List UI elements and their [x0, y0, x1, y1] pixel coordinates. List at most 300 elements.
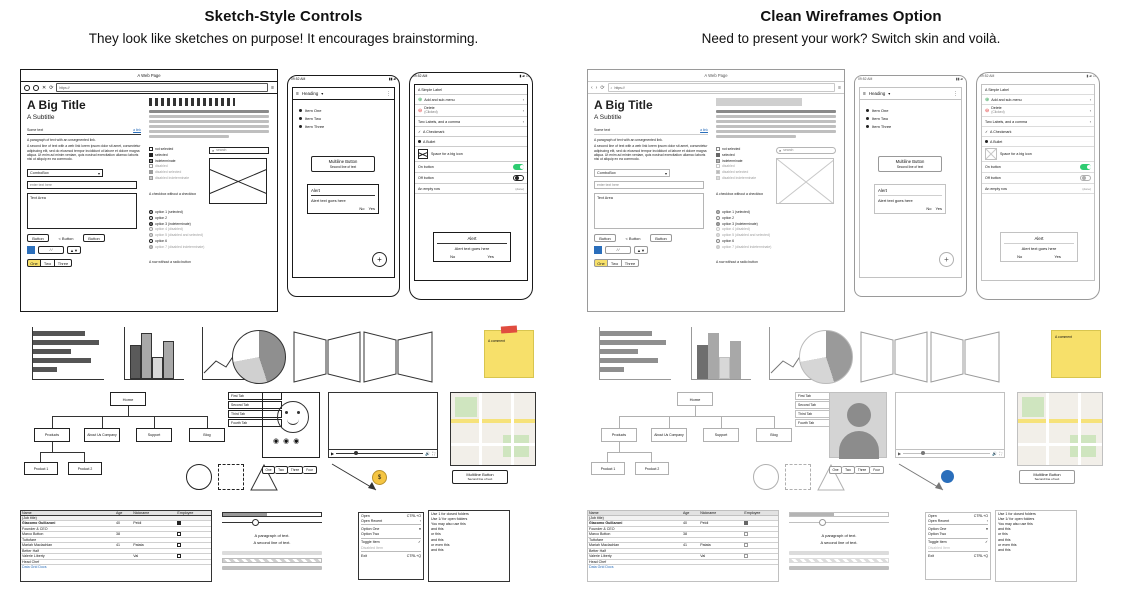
- tree-menu-item[interactable]: and this: [998, 527, 1011, 532]
- radio-label: option 1 (selected): [155, 210, 183, 214]
- alert-dialog[interactable]: [433, 232, 511, 262]
- tree-menu-item[interactable]: and this: [998, 537, 1011, 542]
- back-icon[interactable]: ◉: [273, 438, 280, 445]
- checkbox-none-label: A checkbox without a checkbox: [149, 191, 197, 196]
- row-age: [115, 554, 132, 559]
- date-field[interactable]: / /: [605, 246, 631, 254]
- chevron-right-icon: ›: [1089, 97, 1091, 102]
- employee-checkbox[interactable]: [177, 554, 181, 558]
- employee-checkbox[interactable]: [177, 532, 181, 536]
- phone-settings-mockup-clean[interactable]: [976, 72, 1100, 300]
- radio-label: option 3 (indeterminate): [155, 221, 191, 226]
- settings-row: [982, 162, 1094, 173]
- multiline-button-line1: Multiline Button: [1033, 471, 1061, 477]
- text-input[interactable]: enter text here: [27, 181, 137, 189]
- tree-node-product-1[interactable]: Product 1: [24, 462, 58, 475]
- menu-item[interactable]: Item Three: [305, 124, 325, 129]
- alert-yes-button[interactable]: Yes: [1054, 254, 1061, 259]
- alert-yes-button[interactable]: Yes: [368, 206, 375, 211]
- tree-node-support[interactable]: Support: [703, 428, 739, 442]
- radio-mixed-icon[interactable]: [149, 222, 153, 226]
- menu-icon[interactable]: ≡: [838, 84, 841, 91]
- radio-list[interactable]: [149, 210, 213, 268]
- circle-shape: [753, 464, 779, 490]
- volume-icon[interactable]: 🔊: [425, 451, 431, 456]
- checkbox-disabled-on-icon: [149, 170, 153, 174]
- menu-item[interactable]: Item Two: [305, 116, 322, 121]
- chevron-right-icon: ›: [522, 108, 524, 113]
- phone-menu-list[interactable]: [293, 100, 394, 137]
- paragraph-lead: A paragraph of text with an unsegmented link.: [594, 138, 663, 142]
- menu-item-option-two[interactable]: Option Two: [928, 532, 947, 537]
- status-icons: ▮▮ ▰: [955, 77, 963, 81]
- chevron-down-icon: ▾: [97, 170, 100, 176]
- multiline-button-line2: Second line of text: [1034, 476, 1060, 481]
- search-input[interactable]: [776, 147, 836, 154]
- alert-dialog[interactable]: [307, 184, 379, 214]
- row-nick: Patata: [133, 543, 144, 547]
- hamburger-icon[interactable]: ≡: [296, 90, 299, 97]
- menu-item-disabled: Disabled Item: [928, 545, 950, 550]
- tree-node-product-2[interactable]: Product 2: [635, 462, 669, 475]
- menu-item-open[interactable]: Open CTRL+O: [928, 513, 988, 518]
- forward-icon[interactable]: ◉: [293, 438, 300, 445]
- alert-dialog[interactable]: [874, 184, 946, 214]
- row-label: On button: [985, 165, 1001, 169]
- employee-checkbox[interactable]: [177, 543, 181, 547]
- tab-second[interactable]: Second Tab: [228, 401, 282, 409]
- address-bar[interactable]: [608, 83, 836, 92]
- table-footer-link[interactable]: Data Grid Docs: [22, 565, 47, 569]
- alert-body: Alert text goes here: [878, 198, 913, 203]
- toggle-on[interactable]: [1080, 164, 1091, 170]
- tree-menu-clean[interactable]: [995, 510, 1077, 582]
- button-3[interactable]: Button: [83, 234, 105, 242]
- segment-two[interactable]: Two: [608, 259, 622, 267]
- misc-controls[interactable]: [222, 512, 322, 578]
- image-placeholder: [776, 158, 834, 204]
- address-bar[interactable]: https://: [56, 83, 268, 92]
- alert-no-button[interactable]: No: [926, 206, 932, 211]
- phone-menu-list[interactable]: [860, 100, 961, 137]
- checkbox-mixed-icon[interactable]: [149, 159, 153, 163]
- tab-two[interactable]: Two: [842, 466, 855, 474]
- phone-screen[interactable]: [981, 84, 1095, 281]
- slider[interactable]: [222, 522, 322, 523]
- some-text: Some text: [27, 128, 44, 132]
- settings-list[interactable]: [982, 85, 1094, 194]
- overflow-icon[interactable]: ⋮: [386, 90, 391, 97]
- avatar-face-icon: [277, 401, 309, 433]
- tab-second[interactable]: Second Tab: [795, 401, 849, 409]
- combobox-value: ComboBox: [30, 171, 49, 176]
- browser-toolbar[interactable]: [21, 82, 277, 94]
- tab-one[interactable]: One: [262, 466, 275, 474]
- radio-off-icon[interactable]: [149, 216, 153, 220]
- stepper[interactable]: ▲▼: [634, 246, 648, 254]
- employee-checkbox[interactable]: [177, 521, 181, 525]
- menu-item-exit[interactable]: Exit CTRL+Q: [928, 553, 988, 558]
- overflow-icon[interactable]: ⋮: [953, 90, 958, 97]
- radio-list[interactable]: [716, 210, 780, 268]
- checkbox-off-icon[interactable]: [716, 147, 720, 151]
- alert-no-button[interactable]: No: [359, 206, 365, 211]
- employee-checkbox[interactable]: [744, 532, 748, 536]
- forward-icon[interactable]: ›: [595, 84, 598, 91]
- row-age: 40: [115, 521, 120, 525]
- column-age[interactable]: Age: [115, 511, 123, 515]
- status-icons: ▮▮ ▰: [388, 77, 396, 81]
- bullet-icon: [299, 117, 302, 120]
- button-1[interactable]: Button: [27, 234, 49, 242]
- tab-four[interactable]: Four: [303, 466, 317, 474]
- tab-third[interactable]: Third Tab: [228, 410, 282, 418]
- tab-three[interactable]: Three: [855, 466, 870, 474]
- progress-bar: [222, 512, 322, 517]
- tree-node-blog[interactable]: Blog: [756, 428, 792, 442]
- employee-checkbox[interactable]: [744, 554, 748, 558]
- context-menu-clean[interactable]: [925, 512, 991, 580]
- column-name[interactable]: Name: [22, 511, 32, 515]
- data-table[interactable]: [20, 510, 212, 582]
- tree-menu-item[interactable]: Use 1/ for open folders: [998, 516, 1035, 521]
- floating-action-button[interactable]: +: [372, 252, 387, 267]
- tab-four[interactable]: Four: [870, 466, 884, 474]
- employee-checkbox[interactable]: [744, 543, 748, 547]
- tree-menu-item[interactable]: You may also use this: [431, 521, 466, 526]
- checkbox-none-label: A checkbox without a checkbox: [716, 191, 764, 196]
- column-employee[interactable]: Employee: [744, 511, 761, 515]
- menu-item-toggle[interactable]: Toggle Item ✓: [361, 540, 421, 545]
- row-name: Mariah Maclachlan: [22, 543, 53, 547]
- radio-label: option 7 (disabled indeterminate): [722, 244, 772, 249]
- tree-menu[interactable]: [428, 510, 510, 582]
- video-controls[interactable]: [896, 449, 1004, 457]
- menu-item-open[interactable]: Open CTRL+O: [361, 513, 421, 518]
- alert-no-button[interactable]: No: [1017, 254, 1023, 259]
- page-right-col: [149, 98, 273, 268]
- phone-settings-mockup[interactable]: [409, 72, 533, 300]
- check-icon: ✓: [418, 129, 422, 134]
- row-label: Add and sub-menu: [424, 97, 455, 102]
- radio-disabled-mixed-icon: [149, 245, 153, 249]
- tree-node-about[interactable]: About Us Company: [651, 428, 687, 442]
- tree-node-blog[interactable]: Blog: [189, 428, 225, 442]
- date-field[interactable]: / /: [38, 246, 64, 254]
- search-input[interactable]: [209, 147, 269, 154]
- tree-node-products[interactable]: Products: [34, 428, 70, 442]
- alert-dialog[interactable]: [1000, 232, 1078, 262]
- combobox[interactable]: [27, 169, 103, 177]
- row-nick: [132, 532, 176, 537]
- subheader-label: (Job title): [22, 516, 37, 520]
- page-title: A Big Title: [594, 98, 653, 112]
- segment-one[interactable]: One: [594, 259, 608, 267]
- checkbox-on-icon[interactable]: [716, 153, 720, 157]
- segment-two[interactable]: Two: [41, 259, 55, 267]
- radio-label: option 5 (disabled and selected): [155, 233, 204, 237]
- row-label: A Checkmark: [990, 129, 1012, 134]
- employee-checkbox[interactable]: [744, 521, 748, 525]
- multiline-button-line2: Second line of text: [467, 476, 493, 481]
- tab-first[interactable]: First Tab: [228, 392, 282, 400]
- striped-bar: [222, 558, 322, 563]
- tab-first[interactable]: First Tab: [795, 392, 849, 400]
- tree-node-support[interactable]: Support: [136, 428, 172, 442]
- menu-item-option-two[interactable]: Option Two: [361, 532, 380, 537]
- video-player[interactable]: [328, 392, 438, 458]
- tree-node-home[interactable]: Home: [110, 392, 146, 406]
- toggle-off[interactable]: [1080, 175, 1091, 181]
- browser-toolbar[interactable]: [588, 82, 844, 94]
- image-placeholder: [209, 158, 267, 204]
- menu-item-open-recent[interactable]: Open Recent ›: [928, 518, 988, 523]
- color-swatch[interactable]: [27, 246, 35, 254]
- tab-third[interactable]: Third Tab: [795, 410, 849, 418]
- fullscreen-icon[interactable]: ⛶: [999, 451, 1002, 456]
- radio-off-icon[interactable]: [149, 239, 153, 243]
- column-employee[interactable]: Employee: [177, 511, 194, 515]
- checkbox-mixed-icon[interactable]: [716, 159, 720, 163]
- play-icon[interactable]: ▶: [331, 451, 335, 456]
- tree-menu-item[interactable]: Use 1 for closed folders: [431, 511, 469, 516]
- map-widget-clean[interactable]: [1017, 392, 1103, 466]
- row-label: A Simple Label: [418, 87, 442, 92]
- menu-item[interactable]: Item Three: [872, 124, 892, 129]
- tree-node-about[interactable]: About Us Company: [84, 428, 120, 442]
- settings-list[interactable]: [415, 85, 527, 194]
- toggle-on[interactable]: [513, 164, 524, 170]
- page-title: A Big Title: [27, 98, 86, 112]
- close-icon[interactable]: ✕: [42, 84, 47, 91]
- horizontal-tabs[interactable]: [262, 466, 322, 478]
- table-footer[interactable]: [588, 565, 778, 569]
- radio-label: option 2: [722, 215, 735, 220]
- small-link[interactable]: a link: [700, 128, 708, 132]
- hamburger-icon[interactable]: ≡: [863, 90, 866, 97]
- back-icon[interactable]: [24, 85, 30, 91]
- row-age: 41: [115, 543, 120, 547]
- checkbox-label: not selected: [155, 147, 174, 151]
- menu-item-exit[interactable]: Exit CTRL+Q: [361, 553, 421, 558]
- data-table-clean[interactable]: [587, 510, 779, 582]
- settings-row: [415, 117, 527, 127]
- tab-fourth[interactable]: Fourth Tab: [795, 419, 849, 427]
- checkbox-disabled-icon: [149, 164, 153, 168]
- seek-slider[interactable]: [336, 453, 423, 454]
- tree-menu-item[interactable]: and this: [431, 537, 444, 542]
- tree-menu-item[interactable]: or even this: [998, 542, 1017, 547]
- radio-none-label: A row without a radio button: [149, 260, 191, 265]
- carousel-slabs[interactable]: [292, 326, 442, 388]
- phone-menu-mockup[interactable]: [287, 75, 400, 297]
- segment-three[interactable]: Three: [55, 259, 72, 267]
- floating-action-button[interactable]: +: [939, 252, 954, 267]
- button-2[interactable]: < Button: [620, 234, 646, 242]
- settings-row: [982, 117, 1094, 127]
- row-sublabel: (Clicked): [991, 110, 1005, 115]
- tab-fourth[interactable]: Fourth Tab: [228, 419, 282, 427]
- radio-mixed-icon[interactable]: [716, 222, 720, 226]
- sticky-note-clean[interactable]: [1051, 330, 1101, 378]
- back-icon[interactable]: ‹: [591, 84, 593, 91]
- alert-yes-button[interactable]: Yes: [935, 206, 942, 211]
- multiline-button[interactable]: [878, 156, 942, 172]
- tree-menu-item[interactable]: or this: [431, 532, 441, 537]
- segmented-control[interactable]: [594, 259, 708, 267]
- chevron-down-icon[interactable]: ▾: [321, 91, 324, 96]
- reload-icon[interactable]: ⟳: [600, 84, 605, 91]
- tab-three[interactable]: Three: [288, 466, 303, 474]
- row-name: Valerie Liberty: [22, 554, 45, 558]
- menu-item-option-one[interactable]: Option One ●: [928, 526, 988, 531]
- tab-one[interactable]: One: [829, 466, 842, 474]
- button-3[interactable]: Button: [650, 234, 672, 242]
- column-nickname[interactable]: Nickname: [133, 511, 150, 515]
- map-multiline-button[interactable]: [452, 470, 508, 484]
- check-icon: ✓: [985, 129, 989, 134]
- tree-menu-item[interactable]: You may also use this: [998, 521, 1033, 526]
- fullscreen-icon[interactable]: ⛶: [432, 451, 435, 456]
- settings-row: [982, 184, 1094, 194]
- text-area[interactable]: Text Area: [594, 193, 704, 229]
- multiline-button[interactable]: [311, 156, 375, 172]
- sticky-note[interactable]: [484, 330, 534, 378]
- button-1[interactable]: Button: [594, 234, 616, 242]
- radio-on-icon[interactable]: [716, 210, 720, 214]
- column-age[interactable]: Age: [682, 511, 690, 515]
- avatar-head-icon: [847, 403, 871, 427]
- minus-circle-icon: ⊖: [418, 107, 423, 114]
- checkbox-label: disabled: [155, 164, 168, 169]
- radio-on-icon[interactable]: [149, 210, 153, 214]
- phone-header[interactable]: [293, 88, 394, 100]
- play-icon[interactable]: ▶: [898, 451, 902, 456]
- table-footer-link[interactable]: Data Grid Docs: [589, 565, 614, 569]
- row-label: Delete: [991, 106, 1002, 111]
- carousel-slabs-clean[interactable]: [859, 326, 1009, 388]
- reload-icon[interactable]: ⟳: [49, 84, 54, 91]
- stepper[interactable]: ▲▼: [67, 246, 81, 254]
- radio-label: option 4 (disabled): [722, 227, 750, 232]
- row-label: A Checkmark: [423, 129, 445, 134]
- phone-screen[interactable]: [414, 84, 528, 281]
- text-area[interactable]: Text Area: [27, 193, 137, 229]
- color-swatch[interactable]: [594, 246, 602, 254]
- menu-item-open-recent[interactable]: Open Recent ›: [361, 518, 421, 523]
- bullet-icon: [866, 117, 869, 120]
- phone-screen[interactable]: [859, 87, 962, 278]
- tree-menu-item[interactable]: and this: [431, 527, 444, 532]
- phone-header[interactable]: [860, 88, 961, 100]
- volume-icon[interactable]: 🔊: [992, 451, 998, 456]
- tab-two[interactable]: Two: [275, 466, 288, 474]
- phone-screen[interactable]: [292, 87, 395, 278]
- column-nickname[interactable]: Nickname: [700, 511, 717, 515]
- context-menu[interactable]: [358, 512, 424, 580]
- tree-menu-item[interactable]: or this: [998, 532, 1008, 537]
- tree-menu-item[interactable]: Use 1/ for open folders: [431, 516, 468, 521]
- segment-one[interactable]: One: [27, 259, 41, 267]
- disclosure-label: (done): [515, 186, 524, 191]
- browser-window-clean[interactable]: [587, 69, 845, 312]
- menu-item-option-one[interactable]: Option One ●: [361, 526, 421, 531]
- radio-label: option 7 (disabled indeterminate): [155, 244, 205, 249]
- tree-menu-item[interactable]: Use 1 for closed folders: [998, 511, 1036, 516]
- video-player-clean[interactable]: [895, 392, 1005, 458]
- placeholder-bar: [789, 551, 889, 555]
- tree-menu-item[interactable]: and this: [431, 547, 444, 552]
- column-name[interactable]: Name: [589, 511, 599, 515]
- horizontal-tabs-clean[interactable]: [829, 466, 889, 478]
- radio-label: option 6: [722, 238, 735, 243]
- row-label: A Bullet: [423, 139, 436, 144]
- alert-no-button[interactable]: No: [450, 254, 456, 259]
- tree-node-home[interactable]: Home: [677, 392, 713, 406]
- chevron-down-icon[interactable]: ▾: [888, 91, 891, 96]
- radio-off-icon[interactable]: [716, 216, 720, 220]
- tree-node-product-1[interactable]: Product 1: [591, 462, 625, 475]
- settings-row: [415, 162, 527, 173]
- settings-row: [415, 147, 527, 162]
- menu-icon[interactable]: ≡: [271, 84, 274, 91]
- phone-menu-mockup-clean[interactable]: [854, 75, 967, 297]
- checkbox-label: indeterminate: [722, 158, 743, 163]
- menu-item-toggle[interactable]: Toggle Item ✓: [928, 540, 988, 545]
- menu-item[interactable]: Item Two: [872, 116, 889, 121]
- misc-controls-clean[interactable]: [789, 512, 889, 578]
- combobox[interactable]: [594, 169, 670, 177]
- row-subtitle: Better Half: [589, 549, 606, 553]
- checkbox-off-icon[interactable]: [149, 147, 153, 151]
- play-icon[interactable]: ◉: [283, 438, 290, 445]
- segment-three[interactable]: Three: [622, 259, 639, 267]
- checkbox-disabled-mixed-icon: [149, 176, 153, 180]
- video-controls[interactable]: [329, 449, 437, 457]
- menu-item[interactable]: Item One: [872, 108, 889, 113]
- small-link[interactable]: a link: [133, 128, 141, 132]
- tree-node-products[interactable]: Products: [601, 428, 637, 442]
- slider[interactable]: [789, 522, 889, 523]
- checkbox-list[interactable]: [716, 147, 772, 204]
- toggle-off[interactable]: [513, 175, 524, 181]
- status-time: 09:52 AM: [413, 74, 428, 78]
- tree-menu-item[interactable]: or even this: [431, 542, 450, 547]
- settings-row: [982, 127, 1094, 137]
- map-widget[interactable]: [450, 392, 536, 466]
- forward-icon[interactable]: [33, 85, 39, 91]
- table-footer[interactable]: [21, 565, 211, 569]
- checkbox-on-icon[interactable]: [149, 153, 153, 157]
- segmented-control[interactable]: [27, 259, 141, 267]
- menu-item[interactable]: Item One: [305, 108, 322, 113]
- phone-status-bar: [855, 76, 966, 82]
- multiline-button-line2: Second line of text: [896, 164, 924, 169]
- map-multiline-button-clean[interactable]: [1019, 470, 1075, 484]
- browser-window[interactable]: [20, 69, 278, 312]
- alert-yes-button[interactable]: Yes: [487, 254, 494, 259]
- multiline-button-line2: Second line of text: [329, 164, 357, 169]
- tree-node-product-2[interactable]: Product 2: [68, 462, 102, 475]
- sticky-note-text: A comment: [488, 339, 505, 343]
- status-icons: ▮ ▰ ▭: [1086, 74, 1096, 78]
- radio-off-icon[interactable]: [716, 239, 720, 243]
- seek-slider[interactable]: [903, 453, 990, 454]
- button-2[interactable]: < Button: [53, 234, 79, 242]
- text-input[interactable]: enter text here: [594, 181, 704, 189]
- checkbox-list[interactable]: [149, 147, 205, 204]
- tree-menu-item[interactable]: and this: [998, 547, 1011, 552]
